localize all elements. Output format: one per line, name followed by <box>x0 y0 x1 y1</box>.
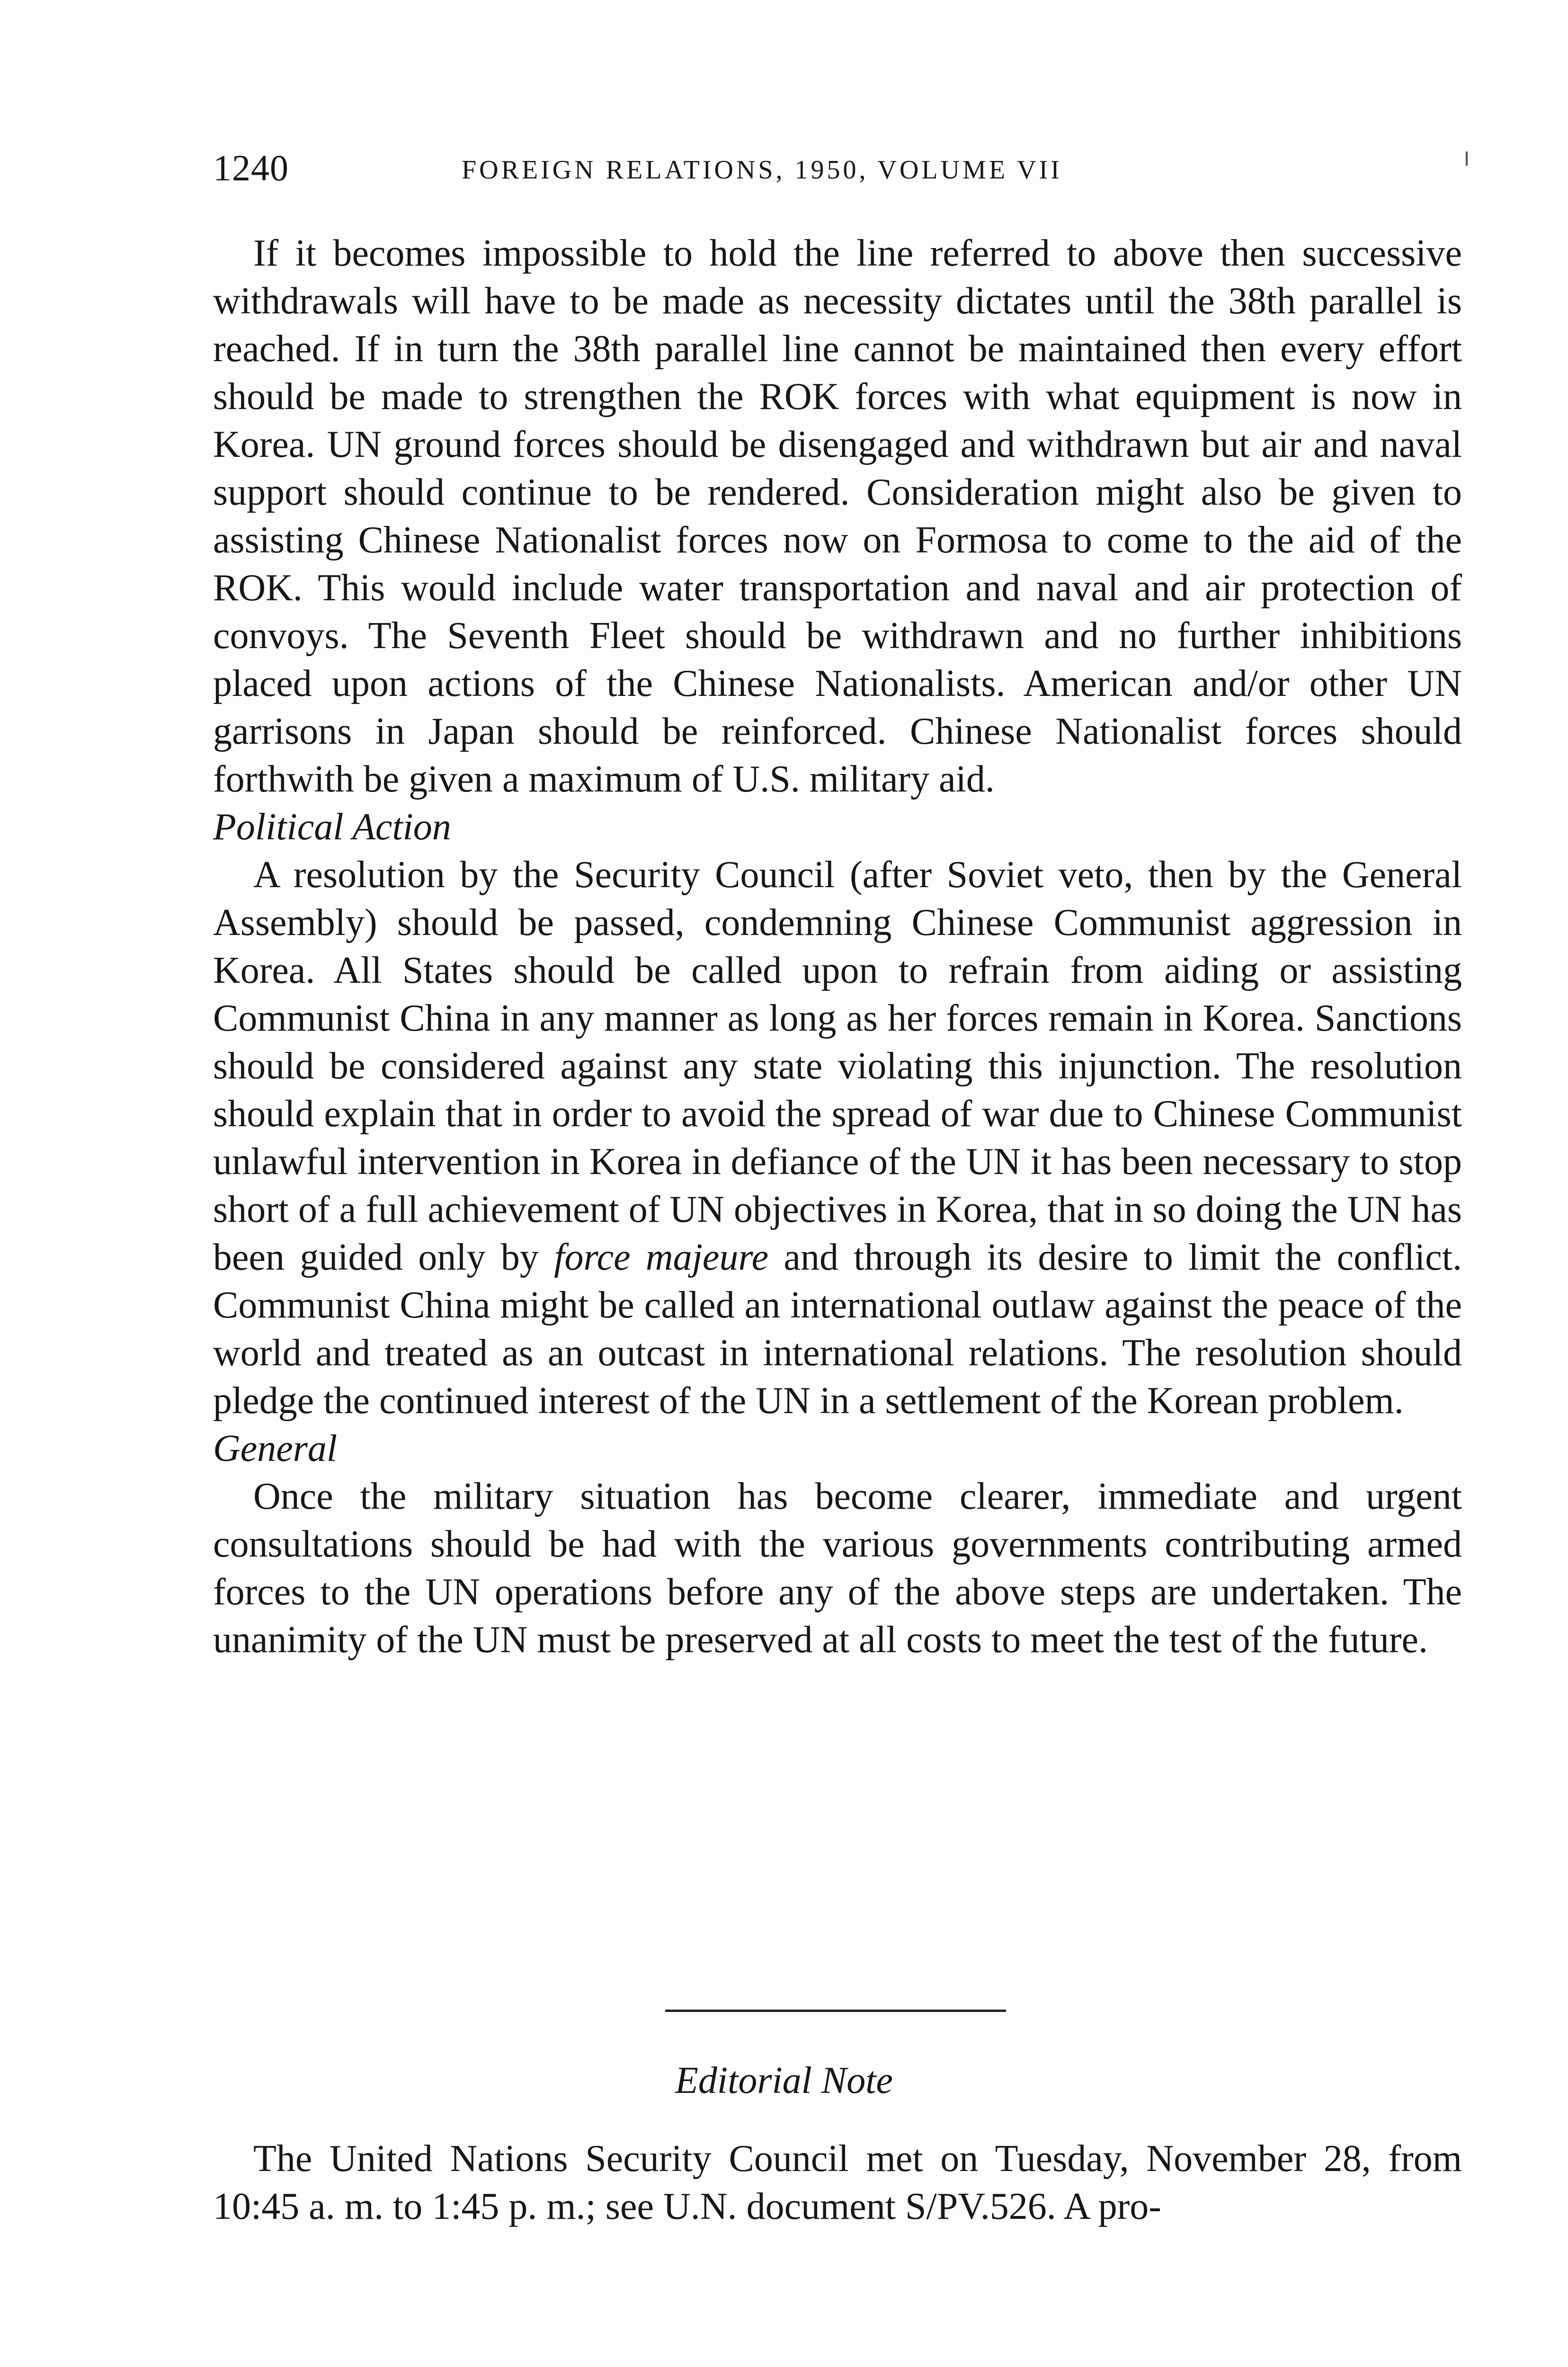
heading-political-action: Political Action <box>213 806 451 848</box>
editorial-note-paragraph: The United Nations Security Council met on Tuesday, November 28, from 10:45 a. m. to 1:45 p. m.; see U.N. document S/PV.526. A pro- <box>213 2138 1462 2227</box>
margin-tick-mark <box>1466 151 1468 166</box>
heading-general: General <box>213 1428 338 1469</box>
running-title: FOREIGN RELATIONS, 1950, VOLUME VII <box>462 155 1062 185</box>
paragraph-political-action-text-2: and through its desire to limit the conflict. Communist China might be called an international outlaw against the peace of the world and treated as an outcast in international relations. The resolution should pledge the continued interest of the UN in a settlement of the Korean problem. <box>213 1237 1462 1422</box>
editorial-note-body <box>213 2135 1462 2231</box>
paragraph-political-action-text-1: A resolution by the Security Council (after Soviet veto, then by the General Assembly) should be passed, condemning Chinese Communist aggression in Korea. All States should be called upon to refrain from aiding or assisting Communist China in any manner as long as her forces remain in Korea. Sanctions should be considered against any state violating this injunction. The resolution should explain that in order to avoid the spread of war due to Chinese Communist unlawful intervention in Korea in defiance of the UN it has been necessary to stop short of a full achievement of UN objectives in Korea, that in so doing the UN has been guided only by <box>213 854 1462 1278</box>
page-number: 1240 <box>213 147 289 188</box>
paragraph-withdrawal: If it becomes impossible to hold the line referred to above then successive withdrawals will have to be made as necessity dictates until the 38th parallel is reached. If in turn the 38th parallel line cannot be maintained then every effort should be made to strengthen the ROK forces with what equipment is now in Korea. UN ground forces should be disengaged and withdrawn but air and naval support should continue to be rendered. Consideration might also be given to assisting Chinese Nationalist forces now on Formosa to come to the aid of the ROK. This would include water transportation and naval and air protection of convoys. The Seventh Fleet should be withdrawn and no further inhibitions placed upon actions of the Chinese Nationalists. American and/or other UN garrisons in Japan should be reinforced. Chinese Nationalist forces should forthwith be given a maximum of U.S. military aid. <box>213 232 1462 800</box>
editorial-note-title: Editorial Note <box>675 2060 893 2101</box>
paragraph-general: Once the military situation has become clearer, immediate and urgent consultations should be had with the various governments contributing armed forces to the UN operations before any of the above steps are undertaken. The unanimity of the UN must be preserved at all costs to meet the test of the future. <box>213 1476 1462 1661</box>
paragraph-political-action <box>213 851 1462 1425</box>
main-body-text <box>213 230 1462 1664</box>
page-header <box>213 142 1468 194</box>
force-majeure-italic: force majeure <box>554 1237 769 1278</box>
section-divider-rule <box>665 2010 1006 2012</box>
